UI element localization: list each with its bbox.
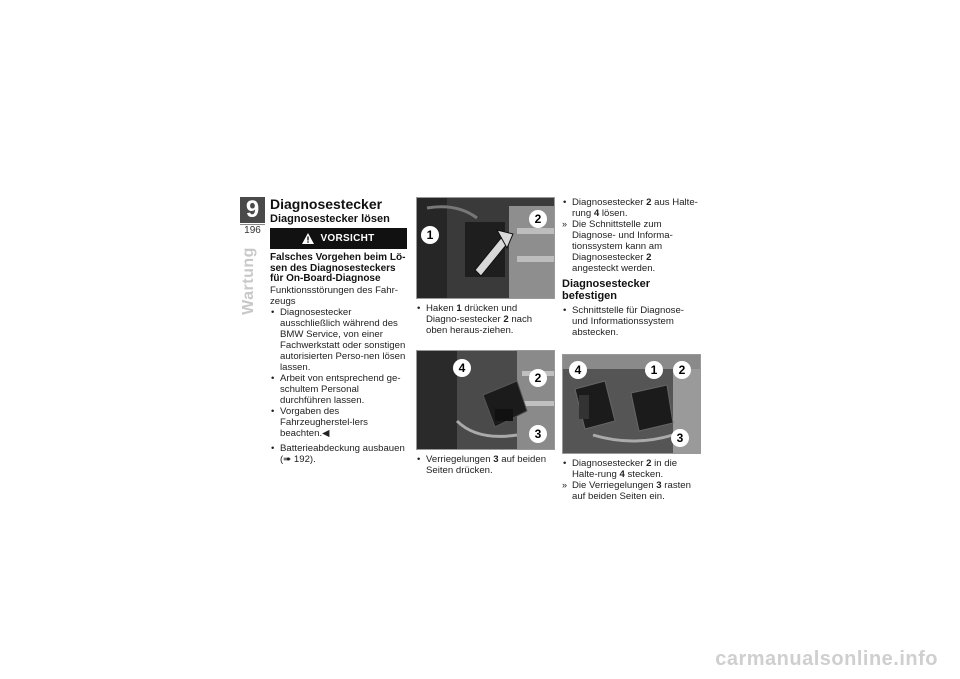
step-list — [270, 443, 407, 465]
column-2 — [416, 197, 553, 476]
callout-3: 3 — [529, 425, 547, 443]
step-list — [562, 458, 700, 502]
step-list — [562, 197, 700, 274]
list-item: • Vorgaben des Fahrzeugherstel-lers beachten.◀ — [270, 406, 407, 439]
step-item[interactable]: • Diagnosestecker 2 aus Halte-rung 4 lösen. — [562, 197, 700, 219]
column-1 — [270, 197, 407, 465]
column-3 — [562, 197, 700, 502]
warning-label: VORSICHT — [320, 233, 375, 244]
step-list — [416, 303, 553, 336]
chapter-title: Wartung — [240, 247, 257, 315]
callout-4: 4 — [569, 361, 587, 379]
step-item[interactable]: • Batterieabdeckung ausbauen (➠ 192). — [270, 443, 407, 465]
step-item[interactable]: • Schnittstelle für Diagnose- und Informationssystem abstecken. — [562, 305, 700, 338]
warning-text: Funktionsstörungen des Fahr-zeugs — [270, 284, 398, 307]
result-item: » Die Schnittstelle zum Diagnose- und Informa-tionssystem kann am Diagnosestecker 2 angesteckt werden. — [562, 219, 700, 274]
step-item[interactable]: • Diagnosestecker 2 in die Halte-rung 4 stecken. — [562, 458, 700, 480]
step-item[interactable]: • Haken 1 drücken und Diagno-sestecker 2 nach oben heraus-ziehen. — [416, 303, 553, 336]
step-list — [562, 305, 700, 338]
step-list — [416, 454, 553, 476]
photo-locks — [416, 350, 555, 450]
callout-3: 3 — [671, 429, 689, 447]
list-item: • Diagnosestecker ausschließlich während des BMW Service, von einer Fachwerkstatt oder sonstigen autorisierten Perso-nen lösen lassen. — [270, 307, 407, 373]
callout-1: 1 — [421, 226, 439, 244]
step-item[interactable]: • Verriegelungen 3 auf beiden Seiten drücken. — [416, 454, 553, 476]
callout-2: 2 — [673, 361, 691, 379]
callout-4: 4 — [453, 359, 471, 377]
chapter-number: 9 — [240, 197, 265, 223]
callout-2: 2 — [529, 210, 547, 228]
callout-2: 2 — [529, 369, 547, 387]
list-item: • Arbeit von entsprechend ge-schultem Personal durchführen lassen. — [270, 373, 407, 406]
photo-unplug — [416, 197, 555, 299]
callout-1: 1 — [645, 361, 663, 379]
photo-plug-in — [562, 354, 701, 454]
result-item: » Die Verriegelungen 3 rasten auf beiden Seiten ein. — [562, 480, 700, 502]
warning-list — [270, 307, 407, 439]
subsection-heading: Diagnosestecker befestigen — [562, 278, 651, 302]
subsection-heading: Diagnosestecker lösen — [270, 213, 390, 225]
page-number: 196 — [244, 225, 261, 236]
warning-triangle-icon — [302, 233, 314, 244]
warning-title: Falsches Vorgehen beim Lö-sen des Diagnosesteckers für On-Board-Diagnose — [270, 252, 406, 284]
section-heading: Diagnosestecker — [270, 196, 383, 212]
warning-banner — [270, 228, 407, 249]
watermark: carmanualsonline.info — [715, 648, 938, 670]
